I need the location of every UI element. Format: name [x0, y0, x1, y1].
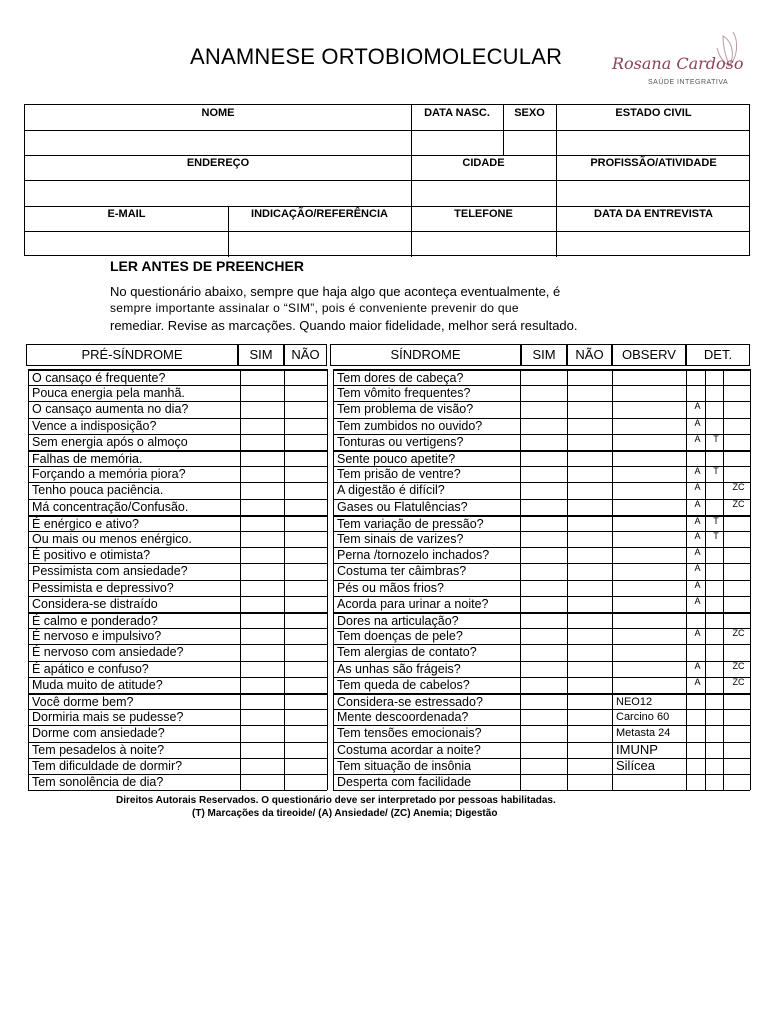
det-cell-1 — [686, 369, 705, 386]
sim-checkbox[interactable] — [520, 693, 567, 710]
det-cell-2 — [705, 661, 723, 678]
det-cell-1: A — [686, 434, 705, 451]
det-cell-3 — [723, 758, 750, 775]
pre-sindrome-question: Tem pesadelos à noite? — [28, 742, 240, 759]
header-sim-1: SIM — [238, 344, 284, 366]
det-cell-3 — [723, 596, 750, 613]
det-cell-2 — [705, 693, 723, 710]
sim-checkbox[interactable] — [520, 482, 567, 499]
nao-checkbox[interactable] — [284, 709, 327, 726]
sim-checkbox[interactable] — [520, 742, 567, 759]
det-cell-3 — [723, 774, 750, 791]
pre-sindrome-question: É nervoso e impulsivo? — [28, 628, 240, 645]
nao-checkbox[interactable] — [567, 709, 612, 726]
sim-checkbox[interactable] — [240, 499, 284, 516]
det-cell-1 — [686, 774, 705, 791]
nao-checkbox[interactable] — [284, 369, 327, 386]
sindrome-question: Desperta com facilidade — [333, 774, 520, 791]
pre-sindrome-question: É calmo e ponderado? — [28, 612, 240, 629]
sim-checkbox[interactable] — [520, 580, 567, 597]
det-cell-1: A — [686, 418, 705, 435]
nao-checkbox[interactable] — [284, 725, 327, 742]
nao-checkbox[interactable] — [567, 547, 612, 564]
det-cell-2 — [705, 385, 723, 402]
det-cell-2 — [705, 774, 723, 791]
sim-checkbox[interactable] — [240, 709, 284, 726]
nao-checkbox[interactable] — [567, 725, 612, 742]
det-cell-2 — [705, 482, 723, 499]
sindrome-question: Tem queda de cabelos? — [333, 677, 520, 694]
pre-sindrome-question: É nervoso com ansiedade? — [28, 644, 240, 661]
det-cell-1 — [686, 742, 705, 759]
label-indicacao: INDICAÇÃO/REFERÊNCIA — [251, 208, 388, 220]
sindrome-question: Costuma ter câimbras? — [333, 563, 520, 580]
nao-checkbox[interactable] — [284, 580, 327, 597]
pre-sindrome-question: É enérgico e ativo? — [28, 515, 240, 532]
det-cell-3 — [723, 418, 750, 435]
det-cell-3: ZC — [723, 482, 750, 499]
nao-checkbox[interactable] — [567, 628, 612, 645]
sim-checkbox[interactable] — [240, 482, 284, 499]
sim-checkbox[interactable] — [520, 758, 567, 775]
table-bottom-left — [28, 790, 327, 791]
logo-name: Rosana Cardoso — [612, 54, 744, 73]
header-nao-2: NÃO — [567, 344, 612, 366]
det-cell-3 — [723, 612, 750, 629]
sindrome-question: As unhas são frágeis? — [333, 661, 520, 678]
sindrome-question: Sente pouco apetite? — [333, 450, 520, 467]
sim-checkbox[interactable] — [240, 612, 284, 629]
nao-checkbox[interactable] — [567, 482, 612, 499]
observ-cell: Silícea — [612, 758, 686, 775]
pre-sindrome-question: É positivo e otimista? — [28, 547, 240, 564]
det-cell-2 — [705, 369, 723, 386]
label-cidade: CIDADE — [462, 157, 505, 169]
det-cell-3 — [723, 644, 750, 661]
sim-checkbox[interactable] — [240, 547, 284, 564]
pre-sindrome-question: Forçando a memória piora? — [28, 466, 240, 483]
det-cell-1: A — [686, 677, 705, 694]
det-cell-1 — [686, 612, 705, 629]
observ-cell: NEO12 — [612, 693, 686, 710]
sindrome-question: Tem prisão de ventre? — [333, 466, 520, 483]
nao-checkbox[interactable] — [567, 563, 612, 580]
header-observ: OBSERV — [612, 344, 686, 366]
observ-cell — [612, 563, 686, 580]
sindrome-question: Tem dores de cabeça? — [333, 369, 520, 386]
det-cell-3 — [723, 434, 750, 451]
footer-legend: (T) Marcações da tireoide/ (A) Ansiedade/ (ZC) Anemia; Digestão — [192, 808, 498, 819]
pre-sindrome-question: Ou mais ou menos enérgico. — [28, 531, 240, 548]
nao-checkbox[interactable] — [567, 693, 612, 710]
det-cell-1: A — [686, 580, 705, 597]
sim-checkbox[interactable] — [520, 450, 567, 467]
det-cell-3: ZC — [723, 628, 750, 645]
det-cell-3: ZC — [723, 661, 750, 678]
label-nome: NOME — [201, 107, 235, 119]
sim-checkbox[interactable] — [520, 515, 567, 532]
logo-subtitle: SAÚDE INTEGRATIVA — [648, 79, 729, 86]
sim-checkbox[interactable] — [520, 596, 567, 613]
observ-cell — [612, 482, 686, 499]
nao-checkbox[interactable] — [284, 418, 327, 435]
nao-checkbox[interactable] — [284, 628, 327, 645]
nao-checkbox[interactable] — [284, 774, 327, 791]
observ-cell — [612, 628, 686, 645]
observ-cell — [612, 401, 686, 418]
sindrome-question: A digestão é difícil? — [333, 482, 520, 499]
sim-checkbox[interactable] — [240, 515, 284, 532]
det-cell-1: A — [686, 531, 705, 548]
sindrome-question: Tem situação de insônia — [333, 758, 520, 775]
sim-checkbox[interactable] — [520, 369, 567, 386]
det-cell-3 — [723, 547, 750, 564]
pre-sindrome-question: Tem dificuldade de dormir? — [28, 758, 240, 775]
nao-checkbox[interactable] — [284, 596, 327, 613]
instructions-title: LER ANTES DE PREENCHER — [110, 258, 304, 274]
nao-checkbox[interactable] — [567, 774, 612, 791]
sim-checkbox[interactable] — [240, 580, 284, 597]
det-cell-3: ZC — [723, 499, 750, 516]
sim-checkbox[interactable] — [240, 644, 284, 661]
det-cell-1 — [686, 693, 705, 710]
det-cell-1 — [686, 644, 705, 661]
det-cell-2 — [705, 709, 723, 726]
observ-cell — [612, 385, 686, 402]
nao-checkbox[interactable] — [284, 401, 327, 418]
nao-checkbox[interactable] — [284, 693, 327, 710]
left-block-edge — [327, 369, 328, 790]
nao-checkbox[interactable] — [567, 677, 612, 694]
observ-cell — [612, 612, 686, 629]
sindrome-question: Mente descoordenada? — [333, 709, 520, 726]
sim-checkbox[interactable] — [520, 774, 567, 791]
page-title: ANAMNESE ORTOBIOMOLECULAR — [190, 44, 563, 69]
det-cell-2: T — [705, 531, 723, 548]
sim-checkbox[interactable] — [240, 693, 284, 710]
nao-checkbox[interactable] — [567, 515, 612, 532]
nao-checkbox[interactable] — [284, 563, 327, 580]
sindrome-question: Considera-se estressado? — [333, 693, 520, 710]
right-block-edge — [750, 369, 751, 790]
observ-cell — [612, 774, 686, 791]
sindrome-question: Tem tensões emocionais? — [333, 725, 520, 742]
det-cell-1: A — [686, 661, 705, 678]
nao-checkbox[interactable] — [284, 515, 327, 532]
label-sexo: SEXO — [514, 107, 545, 119]
observ-cell: Metasta 24 — [612, 725, 686, 742]
nao-checkbox[interactable] — [567, 499, 612, 516]
det-cell-1: A — [686, 563, 705, 580]
sim-checkbox[interactable] — [240, 596, 284, 613]
det-cell-1: A — [686, 482, 705, 499]
table-bottom-right — [333, 790, 750, 791]
pre-sindrome-question: Considera-se distraído — [28, 596, 240, 613]
label-profissao: PROFISSÃO/ATIVIDADE — [590, 157, 717, 169]
pre-sindrome-question: Pouca energia pela manhã. — [28, 385, 240, 402]
det-cell-3 — [723, 385, 750, 402]
det-cell-3 — [723, 709, 750, 726]
observ-cell — [612, 515, 686, 532]
nao-checkbox[interactable] — [567, 434, 612, 451]
sim-checkbox[interactable] — [520, 385, 567, 402]
observ-cell — [612, 434, 686, 451]
nao-checkbox[interactable] — [567, 644, 612, 661]
sim-checkbox[interactable] — [520, 547, 567, 564]
pre-sindrome-question: O cansaço aumenta no dia? — [28, 401, 240, 418]
sim-checkbox[interactable] — [240, 369, 284, 386]
det-cell-1: A — [686, 547, 705, 564]
observ-cell — [612, 661, 686, 678]
sindrome-question: Acorda para urinar a noite? — [333, 596, 520, 613]
det-cell-3 — [723, 531, 750, 548]
det-cell-2 — [705, 580, 723, 597]
nao-checkbox[interactable] — [567, 531, 612, 548]
det-cell-3 — [723, 466, 750, 483]
sim-checkbox[interactable] — [240, 758, 284, 775]
det-cell-2 — [705, 547, 723, 564]
sim-checkbox[interactable] — [240, 531, 284, 548]
sim-checkbox[interactable] — [520, 401, 567, 418]
sindrome-question: Gases ou Flatulências? — [333, 499, 520, 516]
pre-sindrome-question: Pessimista e depressivo? — [28, 580, 240, 597]
pre-sindrome-question: Sem energia após o almoço — [28, 434, 240, 451]
pre-sindrome-question: Pessimista com ansiedade? — [28, 563, 240, 580]
det-cell-2: T — [705, 434, 723, 451]
det-cell-1: A — [686, 628, 705, 645]
sim-checkbox[interactable] — [240, 677, 284, 694]
det-cell-2 — [705, 758, 723, 775]
nao-checkbox[interactable] — [284, 612, 327, 629]
det-cell-1 — [686, 709, 705, 726]
pre-sindrome-question: Vence a indisposição? — [28, 418, 240, 435]
pre-sindrome-question: Muda muito de atitude? — [28, 677, 240, 694]
sim-checkbox[interactable] — [240, 418, 284, 435]
sim-checkbox[interactable] — [520, 563, 567, 580]
observ-cell — [612, 677, 686, 694]
det-cell-2 — [705, 401, 723, 418]
det-cell-3 — [723, 369, 750, 386]
observ-cell — [612, 596, 686, 613]
det-cell-2 — [705, 612, 723, 629]
sim-checkbox[interactable] — [520, 434, 567, 451]
pre-sindrome-question: Falhas de memória. — [28, 450, 240, 467]
label-data-nasc: DATA NASC. — [424, 107, 490, 119]
pre-sindrome-question: É apático e confuso? — [28, 661, 240, 678]
sindrome-question: Tem doenças de pele? — [333, 628, 520, 645]
nao-checkbox[interactable] — [284, 434, 327, 451]
det-cell-1: A — [686, 596, 705, 613]
sim-checkbox[interactable] — [240, 563, 284, 580]
det-cell-1: A — [686, 401, 705, 418]
det-cell-1: A — [686, 515, 705, 532]
sindrome-question: Pés ou mãos frios? — [333, 580, 520, 597]
det-cell-1 — [686, 385, 705, 402]
nao-checkbox[interactable] — [284, 547, 327, 564]
sim-checkbox[interactable] — [240, 774, 284, 791]
sindrome-question: Perna /tornozelo inchados? — [333, 547, 520, 564]
pre-sindrome-question: O cansaço é frequente? — [28, 369, 240, 386]
sim-checkbox[interactable] — [240, 385, 284, 402]
nao-checkbox[interactable] — [567, 742, 612, 759]
sim-checkbox[interactable] — [520, 661, 567, 678]
sim-checkbox[interactable] — [240, 742, 284, 759]
sim-checkbox[interactable] — [240, 450, 284, 467]
pre-sindrome-question: Dorme com ansiedade? — [28, 725, 240, 742]
observ-cell: IMUNP — [612, 742, 686, 759]
pre-sindrome-question: Má concentração/Confusão. — [28, 499, 240, 516]
nao-checkbox[interactable] — [284, 482, 327, 499]
sim-checkbox[interactable] — [240, 434, 284, 451]
observ-cell: Carcino 60 — [612, 709, 686, 726]
sim-checkbox[interactable] — [240, 628, 284, 645]
observ-cell — [612, 531, 686, 548]
sim-checkbox[interactable] — [520, 418, 567, 435]
label-data-entrevista: DATA DA ENTREVISTA — [594, 208, 713, 220]
sim-checkbox[interactable] — [520, 725, 567, 742]
det-cell-3: ZC — [723, 677, 750, 694]
nao-checkbox[interactable] — [284, 466, 327, 483]
nao-checkbox[interactable] — [284, 677, 327, 694]
header-pre-sindrome: PRÉ-SÍNDROME — [26, 344, 238, 366]
nao-checkbox[interactable] — [567, 758, 612, 775]
sim-checkbox[interactable] — [240, 661, 284, 678]
instructions-line-3: remediar. Revise as marcações. Quando maior fidelidade, melhor será resultado. — [110, 318, 578, 333]
sim-checkbox[interactable] — [520, 628, 567, 645]
det-cell-3 — [723, 693, 750, 710]
det-cell-2 — [705, 742, 723, 759]
nao-checkbox[interactable] — [567, 466, 612, 483]
nao-checkbox[interactable] — [284, 758, 327, 775]
nao-checkbox[interactable] — [567, 612, 612, 629]
det-cell-2 — [705, 725, 723, 742]
label-estado-civil: ESTADO CIVIL — [615, 107, 692, 119]
sindrome-question: Tem sinais de varizes? — [333, 531, 520, 548]
det-cell-2 — [705, 644, 723, 661]
header-sim-2: SIM — [521, 344, 567, 366]
sindrome-question: Tem variação de pressão? — [333, 515, 520, 532]
det-cell-1 — [686, 758, 705, 775]
observ-cell — [612, 418, 686, 435]
det-cell-2 — [705, 596, 723, 613]
observ-cell — [612, 450, 686, 467]
sindrome-question: Costuma acordar a noite? — [333, 742, 520, 759]
det-cell-2 — [705, 450, 723, 467]
nao-checkbox[interactable] — [567, 418, 612, 435]
det-cell-3 — [723, 515, 750, 532]
sindrome-question: Tem vômito frequentes? — [333, 385, 520, 402]
sim-checkbox[interactable] — [520, 644, 567, 661]
det-cell-3 — [723, 401, 750, 418]
header-nao-1: NÃO — [284, 344, 327, 366]
observ-cell — [612, 499, 686, 516]
instructions-line-2: sempre importante assinalar o “SIM”, pois é conveniente prevenir do que — [110, 301, 519, 315]
observ-cell — [612, 644, 686, 661]
pre-sindrome-question: Dormiria mais se pudesse? — [28, 709, 240, 726]
sim-checkbox[interactable] — [520, 709, 567, 726]
det-cell-2 — [705, 418, 723, 435]
det-cell-2 — [705, 677, 723, 694]
nao-checkbox[interactable] — [567, 401, 612, 418]
sindrome-question: Tem problema de visão? — [333, 401, 520, 418]
det-cell-3 — [723, 450, 750, 467]
nao-checkbox[interactable] — [284, 644, 327, 661]
sim-checkbox[interactable] — [240, 401, 284, 418]
sim-checkbox[interactable] — [520, 466, 567, 483]
sim-checkbox[interactable] — [520, 677, 567, 694]
nao-checkbox[interactable] — [567, 580, 612, 597]
pre-sindrome-question: Tem sonolência de dia? — [28, 774, 240, 791]
pre-sindrome-question: Você dorme bem? — [28, 693, 240, 710]
sindrome-question: Dores na articulação? — [333, 612, 520, 629]
sim-checkbox[interactable] — [520, 531, 567, 548]
nao-checkbox[interactable] — [567, 661, 612, 678]
instructions-line-1: No questionário abaixo, sempre que haja algo que aconteça eventualmente, é — [110, 284, 561, 299]
label-telefone: TELEFONE — [454, 208, 513, 220]
det-cell-2: T — [705, 466, 723, 483]
sim-checkbox[interactable] — [240, 725, 284, 742]
det-cell-2: T — [705, 515, 723, 532]
observ-cell — [612, 466, 686, 483]
observ-cell — [612, 580, 686, 597]
observ-cell — [612, 547, 686, 564]
det-cell-1 — [686, 725, 705, 742]
footer-copyright: Direitos Autorais Reservados. O questionário deve ser interpretado por pessoas habilitadas. — [116, 795, 556, 806]
sindrome-question: Tem alergias de contato? — [333, 644, 520, 661]
nao-checkbox[interactable] — [284, 385, 327, 402]
det-cell-3 — [723, 742, 750, 759]
sindrome-question: Tem zumbidos no ouvido? — [333, 418, 520, 435]
label-email: E-MAIL — [107, 208, 146, 220]
det-cell-2 — [705, 628, 723, 645]
det-cell-1 — [686, 450, 705, 467]
header-sindrome: SÍNDROME — [330, 344, 521, 366]
det-cell-2 — [705, 499, 723, 516]
sindrome-question: Tonturas ou vertigens? — [333, 434, 520, 451]
nao-checkbox[interactable] — [567, 450, 612, 467]
nao-checkbox[interactable] — [567, 369, 612, 386]
nao-checkbox[interactable] — [567, 596, 612, 613]
det-cell-3 — [723, 725, 750, 742]
nao-checkbox[interactable] — [567, 385, 612, 402]
header-det: DET. — [686, 344, 750, 366]
sim-checkbox[interactable] — [240, 466, 284, 483]
pre-sindrome-question: Tenho pouca paciência. — [28, 482, 240, 499]
nao-checkbox[interactable] — [284, 531, 327, 548]
sim-checkbox[interactable] — [520, 499, 567, 516]
nao-checkbox[interactable] — [284, 661, 327, 678]
det-cell-1: A — [686, 499, 705, 516]
nao-checkbox[interactable] — [284, 499, 327, 516]
det-cell-2 — [705, 563, 723, 580]
det-cell-3 — [723, 580, 750, 597]
det-cell-3 — [723, 563, 750, 580]
observ-cell — [612, 369, 686, 386]
det-cell-1: A — [686, 466, 705, 483]
nao-checkbox[interactable] — [284, 742, 327, 759]
sim-checkbox[interactable] — [520, 612, 567, 629]
label-endereco: ENDEREÇO — [186, 157, 250, 169]
nao-checkbox[interactable] — [284, 450, 327, 467]
